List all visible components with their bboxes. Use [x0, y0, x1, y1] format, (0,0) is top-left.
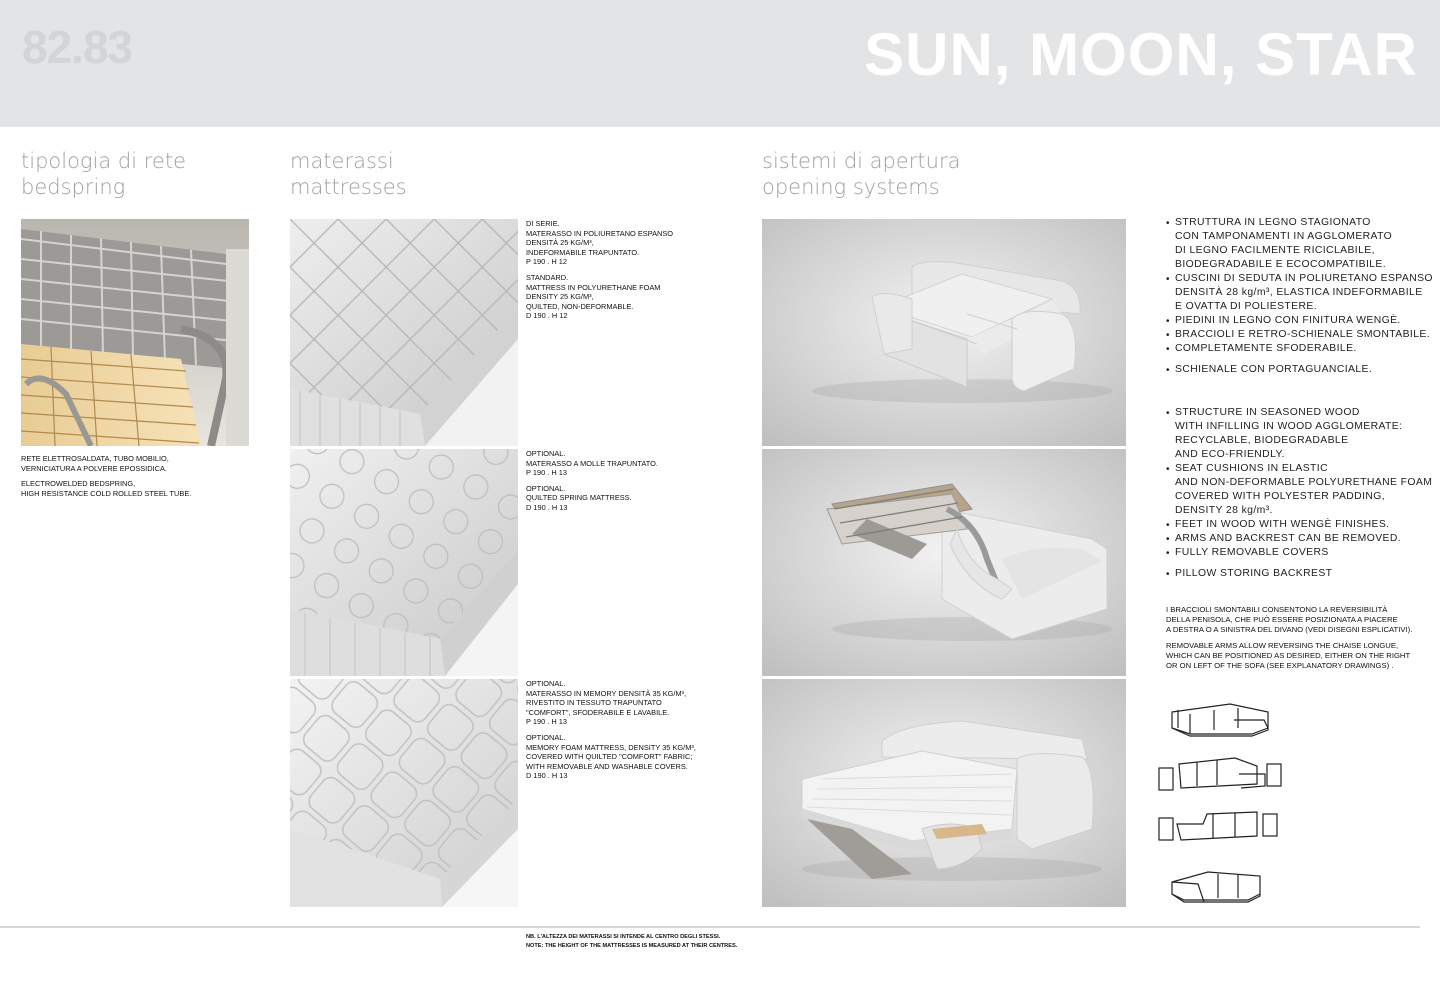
brand-title: SUN, MOON, STAR [864, 21, 1418, 88]
opening-section-title: sistemi di apertura opening systems [762, 149, 961, 199]
mattress-spring-photo [290, 449, 518, 676]
footer-divider [0, 926, 1420, 928]
list-item: • FULLY REMOVABLE COVERS [1166, 546, 1432, 560]
mattress-standard-caption: DI SERIE. MATERASSO IN POLIURETANO ESPANSO DENSITÀ 25 KG/M³, INDEFORMABILE TRAPUNTATO. P 190 . H 12 STANDARD. MATTRESS IN POLYURETHANE FOAM DENSITY 25 KG/M³, QUILTED, NON-DEFORMABLE. D 190 . H 12 [526, 219, 674, 321]
list-item: • STRUCTURE IN SEASONED WOOD WITH INFILLING IN WOOD AGGLOMERATE: RECYCLABLE, BIODEGRADABLE AND ECO-FRIENDLY. [1166, 406, 1432, 462]
list-item: • STRUTTURA IN LEGNO STAGIONATO CON TAMPONAMENTI IN AGGLOMERATO DI LEGNO FACILMENTE RICICLABILE, BIODEGRADABILE E ECOCOMPATIBILE. [1166, 216, 1433, 272]
list-item: • CUSCINI DI SEDUTA IN POLIURETANO ESPANSO DENSITÀ 28 kg/m³, ELASTICA INDEFORMABILE E OVATTA DI POLIESTERE. [1166, 272, 1433, 314]
features-italian-list [1166, 216, 1433, 377]
bedspring-photo [21, 219, 249, 446]
sofa-layout-drawing [1157, 754, 1283, 794]
list-item: • PIEDINI IN LEGNO CON FINITURA WENGÈ. [1166, 314, 1433, 328]
mattress-memory-caption: OPTIONAL. MATERASSO IN MEMORY DENSITÀ 35 KG/M³, RIVESTITO IN TESSUTO TRAPUNTATO "COMFORT", SFODERABILE E LAVABILE. P 190 . H 13 OPTIONAL. MEMORY FOAM MATTRESS, DENSITY 35 KG/M³, COVERED WITH QUILTED "COMFORT" FABRIC; WITH REMOVABLE AND WASHABLE COVERS. D 190 . H 13 [526, 679, 696, 781]
sofa-opening-photo [762, 449, 1126, 676]
list-item: • PILLOW STORING BACKREST [1166, 567, 1432, 581]
removable-arms-note: I BRACCIOLI SMONTABILI CONSENTONO LA REVERSIBILITÀ DELLA PENISOLA, CHE PUÒ ESSERE POSIZIONATA A PIACERE A DESTRA O A SINISTRA DEL DIVANO (VEDI DISEGNI ESPLICATIVI). REMOVABLE ARMS ALLOW REVERSING THE CHAISE LONGUE, WHICH CAN BE POSITIONED AS DESIRED, EITHER ON THE RIGHT OR ON LEFT OF THE SOFA (SEE EXPLANATORY DRAWINGS) . [1166, 605, 1413, 670]
list-item: • ARMS AND BACKREST CAN BE REMOVED. [1166, 532, 1432, 546]
bedspring-section-title: tipologia di rete bedspring [21, 149, 186, 199]
sofa-layout-drawing [1168, 700, 1272, 744]
sofa-layout-drawing [1168, 866, 1264, 906]
list-item: • COMPLETAMENTE SFODERABILE. [1166, 342, 1433, 356]
footer-note: NB. L'ALTEZZA DEI MATERASSI SI INTENDE AL CENTRO DEGLI STESSI. NOTE: THE HEIGHT OF THE MATTRESSES IS MEASURED AT THEIR CENTRES. [526, 934, 738, 949]
sofa-bed-open-photo [762, 679, 1126, 907]
list-item: • SEAT CUSHIONS IN ELASTIC AND NON-DEFORMABLE POLYURETHANE FOAM COVERED WITH POLYESTER PADDING, DENSITY 28 kg/m³. [1166, 462, 1432, 518]
list-item: • FEET IN WOOD WITH WENGÈ FINISHES. [1166, 518, 1432, 532]
mattress-standard-photo [290, 219, 518, 446]
list-item: • SCHIENALE CON PORTAGUANCIALE. [1166, 363, 1433, 377]
mattresses-section-title: materassi mattresses [290, 149, 407, 199]
mattress-memory-photo [290, 679, 518, 907]
sofa-layout-drawing [1157, 806, 1279, 846]
bedspring-caption: RETE ELETTROSALDATA, TUBO MOBILIO, VERNICIATURA A POLVERE EPOSSIDICA. ELECTROWELDED BEDSPRING, HIGH RESISTANCE COLD ROLLED STEEL TUBE. [21, 454, 192, 498]
mattress-spring-caption: OPTIONAL. MATERASSO A MOLLE TRAPUNTATO. P 190 . H 13 OPTIONAL. QUILTED SPRING MATTRESS. D 190 . H 13 [526, 449, 658, 512]
page-header [0, 0, 1440, 127]
sofa-closed-photo [762, 219, 1126, 446]
list-item: • BRACCIOLI E RETRO-SCHIENALE SMONTABILE. [1166, 328, 1433, 342]
features-english-list [1166, 406, 1432, 581]
page-number: 82.83 [22, 21, 133, 73]
